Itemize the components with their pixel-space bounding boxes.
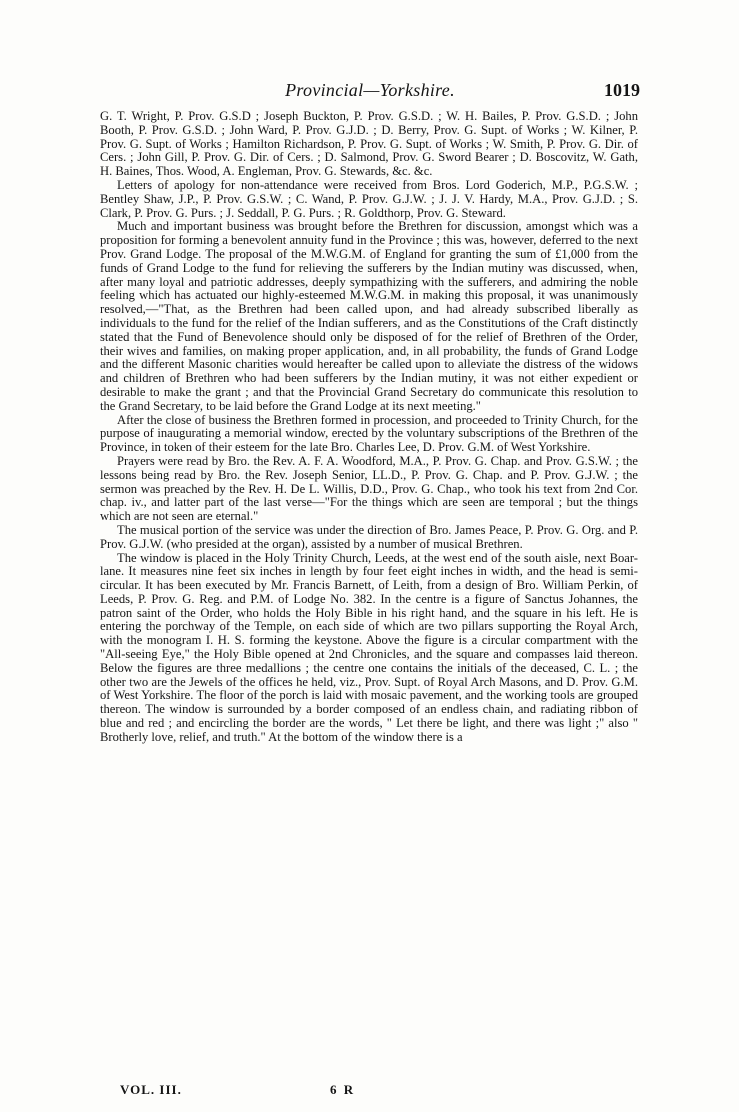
paragraph-apologies: Letters of apology for non-attendance were received from Bros. Lord Goderich, M.P., P.G.S.W. ; Bentley Shaw, J.P., P. Prov. G.S.W. ; C. Wand, P. Prov. G.J.W. ; J. J. V. Hardy, M.A., Prov. G.J.D. ; S. Clark, P. Prov. G. Purs. ; J. Seddall, P. G. Purs. ; R. Goldthorp, Prov. G. Steward.	[100, 177, 638, 220]
page-footer	[120, 1082, 420, 1100]
paragraph-procession: After the close of business the Brethren formed in procession, and proceeded to Trinity Church, for the purpose of inaugurating a memorial window, erected by the voluntary subscriptions of the Brethren of the Province, in token of their esteem for the late Bro. Charles Lee, D. Prov. G.M. of West Yorkshire.	[100, 412, 638, 455]
paragraph-prayers: Prayers were read by Bro. the Rev. A. F. A. Woodford, M.A., P. Prov. G. Chap. and Prov. G.S.W. ; the lessons being read by Bro. the Rev. Joseph Senior, LL.D., P. Prov. G. Chap. and P. Prov. G.J.W. ; the sermon was preached by the Rev. H. De L. Willis, D.D., Prov. G. Chap., who took his text from 2nd Cor. chap. iv., and latter part of the last verse—"For the things which are seen are temporal ; but the things which are not seen are eternal."	[100, 453, 638, 524]
article-body	[100, 110, 638, 745]
running-head-title: Provincial—Yorkshire.	[285, 80, 455, 100]
paragraph-music: The musical portion of the service was under the direction of Bro. James Peace, P. Prov. G. Org. and P. Prov. G.J.W. (who presided at the organ), assisted by a number of musical Brethren.	[100, 522, 638, 551]
paragraph-members-list: G. T. Wright, P. Prov. G.S.D ; Joseph Buckton, P. Prov. G.S.D. ; W. H. Bailes, P. Prov. G.S.D. ; John Booth, P. Prov. G.S.D. ; John Ward, P. Prov. G.J.D. ; D. Berry, Prov. G. Supt. of Works ; W. Kilner, P. Prov. G. Supt. of Works ; Hamilton Richardson, P. Prov. G. Supt. of Works ; W. Smith, P. Prov. G. Dir. of Cers. ; John Gill, P. Prov. G. Dir. of Cers. ; D. Salmond, Prov. G. Sword Bearer ; D. Boscovitz, W. Gath, H. Baines, Thos. Wood, A. Engleman, Prov. G. Stewards, &c. &c.	[100, 109, 638, 179]
page-number: 1019	[604, 80, 640, 100]
signature-mark: 6 R	[330, 1082, 356, 1097]
paragraph-window: The window is placed in the Holy Trinity Church, Leeds, at the west end of the south aisle, next Boar-lane. It measures nine feet six inches in length by four feet eight inches in width, and the head is semi-circular. It has been executed by Mr. Francis Barnett, of Leith, from a design of Bro. William Perkin, of Leeds, P. Prov. G. Reg. and P.M. of Lodge No. 382. In the centre is a figure of Sanctus Johannes, the patron saint of the Order, who holds the Holy Bible in his right hand, and the square in his left. He is entering the porchway of the Temple, on each side of which are two pillars supporting the Royal Arch, with the monogram I. H. S. forming the keystone. Above the figure is a circular compartment with the "All-seeing Eye," the Holy Bible opened at 2nd Chronicles, and the square and compasses laid thereon. Below the figures are three medallions ; the centre one contains the initials of the deceased, C. L. ; the other two are the Jewels of the offices he held, viz., Prov. Supt. of Royal Arch Masons, and D. Prov. G.M. of West Yorkshire. The floor of the porch is laid with mosaic pavement, and the working tools are grouped thereon. The window is surrounded by a border composed of an endless chain, and radiating ribbon of blue and red ; and encircling the border are the words, " Let there be light, and there was light ;" also " Brotherly love, relief, and truth." At the bottom of the window there is a	[100, 550, 638, 744]
paragraph-business: Much and important business was brought before the Brethren for discussion, amongst which was a proposition for forming a benevolent annuity fund in the Province ; this was, however, deferred to the next Prov. Grand Lodge. The proposal of the M.W.G.M. of England for granting the sum of £1,000 from the funds of Grand Lodge to the fund for relieving the sufferers by the Indian mutiny was discussed, when, after many loyal and patriotic addresses, deeply sympathizing with the sufferers, and admiring the noble feeling which has actuated our highly-esteemed M.W.G.M. in making this proposal, it was unanimously resolved,—"That, as the Brethren had been called upon, and had already subscribed liberally as individuals to the fund for the relief of the Indian sufferers, and as the Constitutions of the Craft distinctly stated that the Fund of Benevolence should only be disposed of for the relief of Brethren of the Order, their wives and families, on making proper application, and, in all probability, the funds of Grand Lodge and the different Masonic charities would hereafter be called upon to alleviate the distress of the widows and children of Brethren who had been sufferers by the Indian mutiny, it was not either expedient or desirable to make the grant ; and that the Provincial Grand Secretary do communicate this resolution to the Grand Secretary, to be laid before the Grand Lodge at its next meeting."	[100, 219, 638, 413]
volume-label: VOL. III.	[120, 1082, 182, 1097]
running-head	[100, 80, 640, 102]
